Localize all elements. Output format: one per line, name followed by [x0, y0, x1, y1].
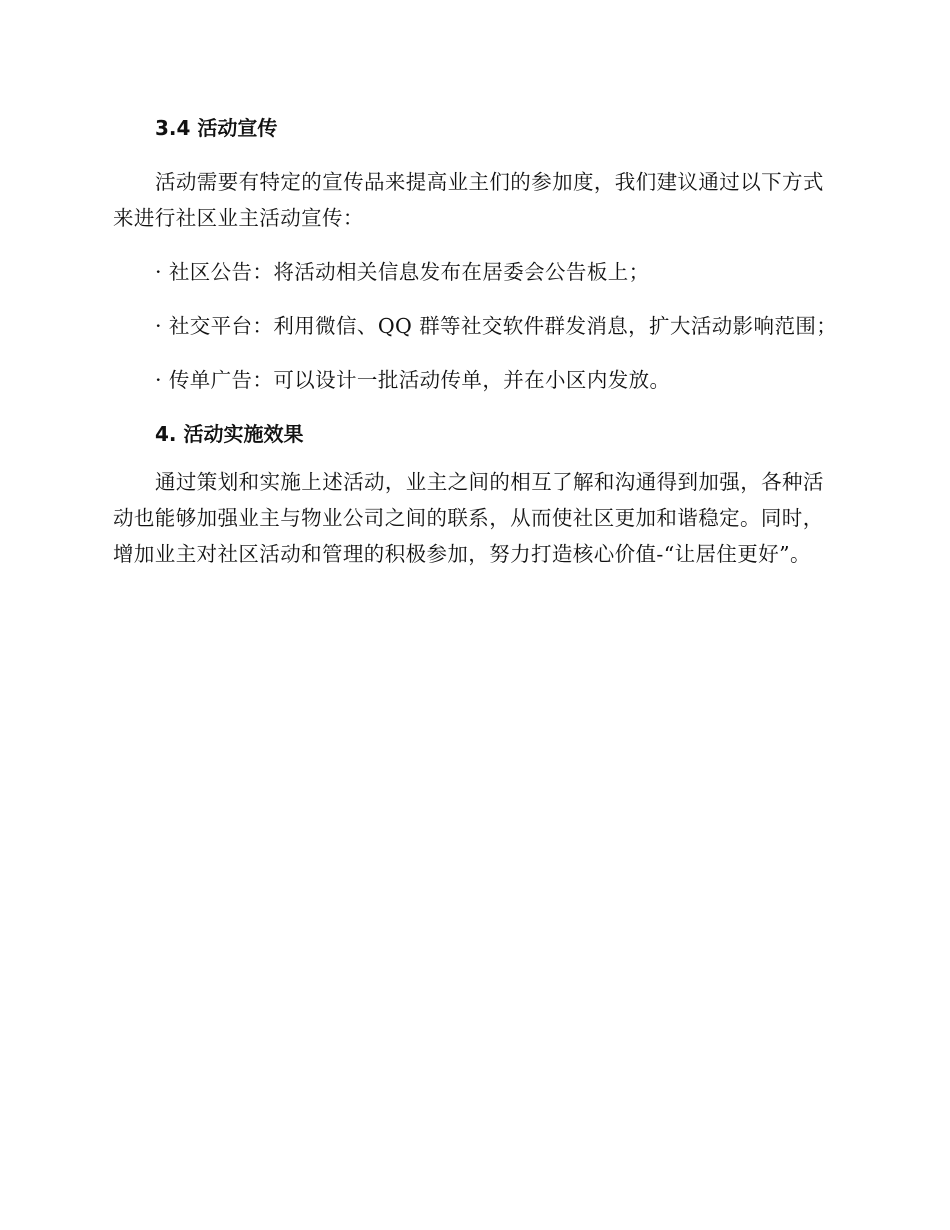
section-3-4-intro-paragraph: 活动需要有特定的宣传品来提高业主们的参加度，我们建议通过以下方式来进行社区业主活动宣传： — [113, 170, 824, 230]
bullet-community-notice: · 社区公告：将活动相关信息发布在居委会公告板上； — [155, 260, 650, 284]
bullet-social-platform: · 社交平台：利用微信、QQ 群等社交软件群发消息，扩大活动影响范围； — [155, 314, 838, 338]
document-content — [113, 113, 838, 572]
section-heading-3-4: 3.4 活动宣传 — [155, 116, 278, 140]
section-4-body-paragraph: 通过策划和实施上述活动，业主之间的相互了解和沟通得到加强，各种活动也能够加强业主与物业公司之间的联系，从而使社区更加和谐稳定。同时，增加业主对社区活动和管理的积极参加，努力打造核心价值-“让居住更好”。 — [113, 470, 824, 566]
section-heading-4: 4. 活动实施效果 — [155, 422, 304, 446]
bullet-flyer-ads: · 传单广告：可以设计一批活动传单，并在小区内发放。 — [155, 368, 671, 392]
